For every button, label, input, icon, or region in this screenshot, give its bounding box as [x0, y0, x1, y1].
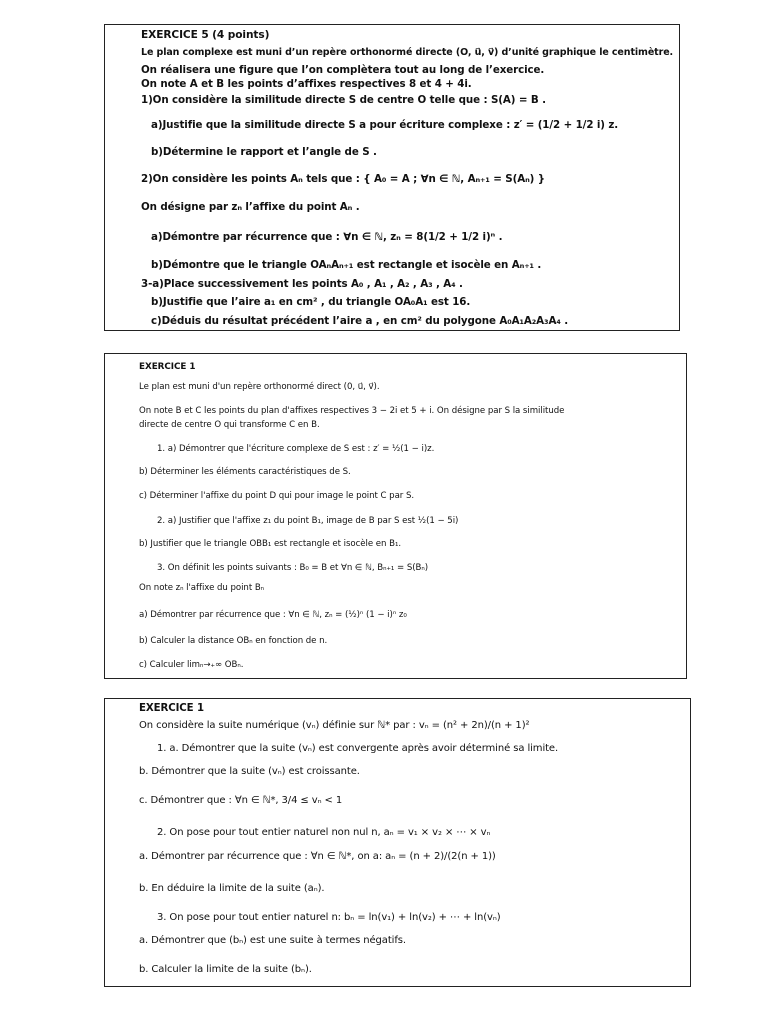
exercise-5-line: b)Justifie que l’aire a₁ en cm² , du triangle OA₀A₁ est 16. — [151, 296, 471, 308]
exercise-1-sequence-box — [104, 698, 691, 987]
exercise-1-similarity-line: 1. a) Démontrer que l'écriture complexe de S est : z′ = ½(1 − i)z. — [157, 444, 435, 454]
exercise-1-similarity-line: b) Calculer la distance OBₙ en fonction de n. — [139, 636, 328, 646]
exercise-5-line: On réalisera une figure que l’on complètera tout au long de l’exercice. — [141, 64, 545, 76]
exercise-5-line: b)Démontre que le triangle OAₙAₙ₊₁ est rectangle et isocèle en Aₙ₊₁ . — [151, 259, 542, 271]
exercise-1-similarity-line: Le plan est muni d'un repère orthonormé direct (0, u⃗, v⃗). — [139, 382, 380, 392]
exercise-5-line: On désigne par zₙ l’affixe du point Aₙ . — [141, 201, 360, 213]
exercise-1-sequence-title: EXERCICE 1 — [139, 703, 204, 714]
exercise-1-similarity-line: c) Calculer limₙ→₊∞ OBₙ. — [139, 660, 244, 670]
exercise-1-similarity-line: b) Déterminer les éléments caractéristiques de S. — [139, 467, 351, 477]
exercise-1-similarity-line: a) Démontrer par récurrence que : ∀n ∈ ℕ, zₙ = (½)ⁿ (1 − i)ⁿ z₀ — [139, 610, 407, 620]
exercise-5-box — [104, 24, 680, 331]
exercise-1-similarity-line: 3. On définit les points suivants : B₀ = B et ∀n ∈ ℕ, Bₙ₊₁ = S(Bₙ) — [157, 563, 429, 573]
exercise-1-sequence-line: 1. a. Démontrer que la suite (vₙ) est convergente après avoir déterminé sa limite. — [157, 743, 559, 754]
exercise-5-line: b)Détermine le rapport et l’angle de S . — [151, 146, 377, 158]
exercise-5-line: On note A et B les points d’affixes respectives 8 et 4 + 4i. — [141, 78, 472, 90]
exercise-1-sequence-line: 3. On pose pour tout entier naturel n: bₙ = ln(v₁) + ln(v₂) + ⋯ + ln(vₙ) — [157, 912, 501, 923]
exercise-1-sequence-line: b. Démontrer que la suite (vₙ) est croissante. — [139, 766, 360, 777]
exercise-1-sequence-line: On considère la suite numérique (vₙ) définie sur ℕ* par : vₙ = (n² + 2n)/(n + 1)² — [139, 720, 530, 731]
exercise-1-similarity-title: EXERCICE 1 — [139, 362, 196, 372]
exercise-5-line: 1)On considère la similitude directe S de centre O telle que : S(A) = B . — [141, 94, 546, 106]
exercise-1-similarity-line: On note zₙ l'affixe du point Bₙ — [139, 583, 265, 593]
exercise-5-line: 3-a)Place successivement les points A₀ , A₁ , A₂ , A₃ , A₄ . — [141, 278, 463, 290]
exercise-1-sequence-line: b. Calculer la limite de la suite (bₙ). — [139, 964, 312, 975]
exercise-1-sequence-line: b. En déduire la limite de la suite (aₙ). — [139, 883, 325, 894]
exercise-1-sequence-line: a. Démontrer par récurrence que : ∀n ∈ ℕ*, on a: aₙ = (n + 2)/(2(n + 1)) — [139, 851, 496, 862]
exercise-1-similarity-line: b) Justifier que le triangle OBB₁ est rectangle et isocèle en B₁. — [139, 539, 402, 549]
exercise-1-similarity-line: On note B et C les points du plan d'affixes respectives 3 − 2i et 5 + i. On désigne par S la similitude — [139, 406, 565, 416]
exercise-5-line: Le plan complexe est muni d’un repère orthonormé directe (O, u⃗, v⃗) d’unité graphique le centimètre. — [141, 47, 674, 58]
exercise-5-line: c)Déduis du résultat précédent l’aire a , en cm² du polygone A₀A₁A₂A₃A₄ . — [151, 315, 569, 327]
exercise-1-sequence-line: a. Démontrer que (bₙ) est une suite à termes négatifs. — [139, 935, 406, 946]
exercise-5-line: a)Justifie que la similitude directe S a pour écriture complexe : z′ = (1/2 + 1/2 i) z. — [151, 119, 619, 131]
exercise-5-line: a)Démontre par récurrence que : ∀n ∈ ℕ, zₙ = 8(1/2 + 1/2 i)ⁿ . — [151, 231, 503, 243]
exercise-5-line: 2)On considère les points Aₙ tels que : { A₀ = A ; ∀n ∈ ℕ, Aₙ₊₁ = S(Aₙ) } — [141, 173, 546, 185]
exercise-1-similarity-line: directe de centre O qui transforme C en B. — [139, 420, 320, 430]
exercise-1-sequence-line: c. Démontrer que : ∀n ∈ ℕ*, 3/4 ≤ vₙ < 1 — [139, 795, 343, 806]
exercise-5-title: EXERCICE 5 (4 points) — [141, 29, 270, 41]
exercise-1-similarity-box — [104, 353, 687, 679]
exercise-1-similarity-line: 2. a) Justifier que l'affixe z₁ du point B₁, image de B par S est ½(1 − 5i) — [157, 516, 459, 526]
exercise-1-sequence-line: 2. On pose pour tout entier naturel non nul n, aₙ = v₁ × v₂ × ⋯ × vₙ — [157, 827, 491, 838]
exercise-1-similarity-line: c) Déterminer l'affixe du point D qui pour image le point C par S. — [139, 491, 415, 501]
